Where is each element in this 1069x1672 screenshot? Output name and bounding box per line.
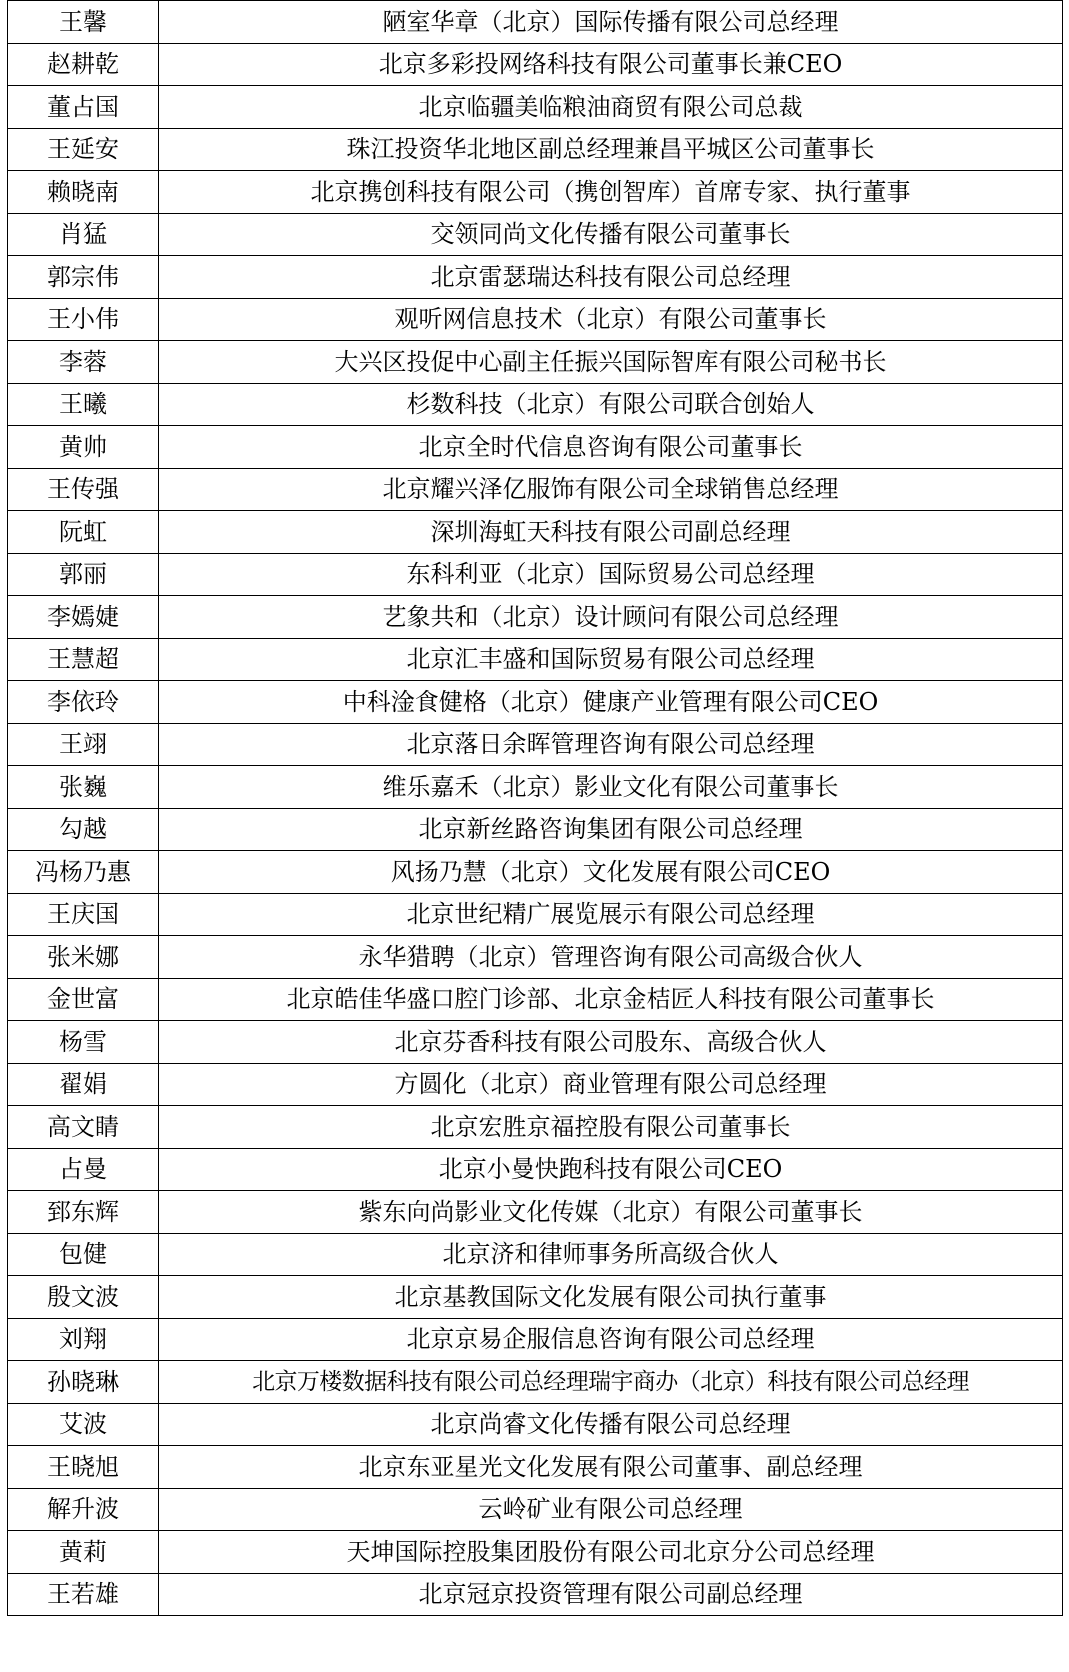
person-name-cell: 金世富: [8, 978, 159, 1021]
table-row: [8, 1531, 1063, 1574]
person-name-cell: 解升波: [8, 1488, 159, 1531]
table-row: [8, 256, 1063, 299]
company-title-cell: 北京落日余晖管理咨询有限公司总经理: [159, 723, 1063, 766]
person-name-cell: 李依玲: [8, 681, 159, 724]
company-title-cell: 北京东亚星光文化发展有限公司董事、副总经理: [159, 1446, 1063, 1489]
person-name-cell: 冯杨乃惠: [8, 851, 159, 894]
person-name-cell: 勾越: [8, 808, 159, 851]
table-row: [8, 511, 1063, 554]
person-name-cell: 王庆国: [8, 893, 159, 936]
person-name-cell: 王延安: [8, 128, 159, 171]
table-row: [8, 1191, 1063, 1234]
company-title-cell: 方圆化（北京）商业管理有限公司总经理: [159, 1063, 1063, 1106]
table-row: [8, 936, 1063, 979]
person-name-cell: 高文睛: [8, 1106, 159, 1149]
table-row: [8, 171, 1063, 214]
person-name-cell: 王小伟: [8, 298, 159, 341]
company-title-cell: 北京汇丰盛和国际贸易有限公司总经理: [159, 638, 1063, 681]
table-row: [8, 681, 1063, 724]
company-title-cell: 云岭矿业有限公司总经理: [159, 1488, 1063, 1531]
company-title-cell: 紫东向尚影业文化传媒（北京）有限公司董事长: [159, 1191, 1063, 1234]
company-title-cell: 北京多彩投网络科技有限公司董事长兼CEO: [159, 43, 1063, 86]
person-name-cell: 包健: [8, 1233, 159, 1276]
roster-table: [7, 0, 1063, 1616]
company-title-cell: 北京皓佳华盛口腔门诊部、北京金桔匠人科技有限公司董事长: [159, 978, 1063, 1021]
person-name-cell: 郅东辉: [8, 1191, 159, 1234]
roster-table-body: [8, 1, 1063, 1616]
table-row: [8, 43, 1063, 86]
table-row: [8, 128, 1063, 171]
table-row: [8, 383, 1063, 426]
table-row: [8, 1233, 1063, 1276]
person-name-cell: 孙晓琳: [8, 1361, 159, 1404]
person-name-cell: 王馨: [8, 1, 159, 44]
roster-sheet: [7, 0, 1062, 1616]
company-title-cell: 北京万楼数据科技有限公司总经理瑞宇商办（北京）科技有限公司总经理: [159, 1361, 1063, 1404]
company-title-cell: 东科利亚（北京）国际贸易公司总经理: [159, 553, 1063, 596]
person-name-cell: 刘翔: [8, 1318, 159, 1361]
company-title-cell: 风扬乃慧（北京）文化发展有限公司CEO: [159, 851, 1063, 894]
person-name-cell: 郭宗伟: [8, 256, 159, 299]
table-row: [8, 213, 1063, 256]
person-name-cell: 占曼: [8, 1148, 159, 1191]
table-row: [8, 851, 1063, 894]
table-row: [8, 1063, 1063, 1106]
company-title-cell: 北京全时代信息咨询有限公司董事长: [159, 426, 1063, 469]
person-name-cell: 王传强: [8, 468, 159, 511]
company-title-cell: 北京京易企服信息咨询有限公司总经理: [159, 1318, 1063, 1361]
company-title-cell: 交领同尚文化传播有限公司董事长: [159, 213, 1063, 256]
table-row: [8, 1318, 1063, 1361]
person-name-cell: 董占国: [8, 86, 159, 129]
person-name-cell: 王若雄: [8, 1573, 159, 1616]
company-title-cell: 永华猎聘（北京）管理咨询有限公司高级合伙人: [159, 936, 1063, 979]
table-row: [8, 426, 1063, 469]
table-row: [8, 1021, 1063, 1064]
table-row: [8, 1148, 1063, 1191]
company-title-cell: 大兴区投促中心副主任振兴国际智库有限公司秘书长: [159, 341, 1063, 384]
table-row: [8, 723, 1063, 766]
table-row: [8, 1361, 1063, 1404]
company-title-cell: 深圳海虹天科技有限公司副总经理: [159, 511, 1063, 554]
table-row: [8, 1, 1063, 44]
company-title-cell: 北京耀兴泽亿服饰有限公司全球销售总经理: [159, 468, 1063, 511]
company-title-cell: 维乐嘉禾（北京）影业文化有限公司董事长: [159, 766, 1063, 809]
person-name-cell: 王翊: [8, 723, 159, 766]
company-title-cell: 北京宏胜京福控股有限公司董事长: [159, 1106, 1063, 1149]
person-name-cell: 王慧超: [8, 638, 159, 681]
person-name-cell: 王晓旭: [8, 1446, 159, 1489]
table-row: [8, 1276, 1063, 1319]
table-row: [8, 808, 1063, 851]
table-row: [8, 86, 1063, 129]
person-name-cell: 郭丽: [8, 553, 159, 596]
person-name-cell: 黄帅: [8, 426, 159, 469]
company-title-cell: 北京新丝路咨询集团有限公司总经理: [159, 808, 1063, 851]
table-row: [8, 1488, 1063, 1531]
company-title-cell: 陋室华章（北京）国际传播有限公司总经理: [159, 1, 1063, 44]
company-title-cell: 北京尚睿文化传播有限公司总经理: [159, 1403, 1063, 1446]
table-row: [8, 1573, 1063, 1616]
company-title-cell: 杉数科技（北京）有限公司联合创始人: [159, 383, 1063, 426]
company-title-cell: 北京临疆美临粮油商贸有限公司总裁: [159, 86, 1063, 129]
person-name-cell: 艾波: [8, 1403, 159, 1446]
company-title-cell: 北京冠京投资管理有限公司副总经理: [159, 1573, 1063, 1616]
table-row: [8, 341, 1063, 384]
person-name-cell: 王曦: [8, 383, 159, 426]
company-title-cell: 北京芬香科技有限公司股东、高级合伙人: [159, 1021, 1063, 1064]
company-title-cell: 北京小曼快跑科技有限公司CEO: [159, 1148, 1063, 1191]
company-title-cell: 天坤国际控股集团股份有限公司北京分公司总经理: [159, 1531, 1063, 1574]
company-title-cell: 北京基教国际文化发展有限公司执行董事: [159, 1276, 1063, 1319]
person-name-cell: 肖猛: [8, 213, 159, 256]
person-name-cell: 赵耕乾: [8, 43, 159, 86]
company-title-cell: 珠江投资华北地区副总经理兼昌平城区公司董事长: [159, 128, 1063, 171]
company-title-cell: 观听网信息技术（北京）有限公司董事长: [159, 298, 1063, 341]
table-row: [8, 553, 1063, 596]
company-title-cell: 艺象共和（北京）设计顾问有限公司总经理: [159, 596, 1063, 639]
person-name-cell: 殷文波: [8, 1276, 159, 1319]
table-row: [8, 596, 1063, 639]
table-row: [8, 978, 1063, 1021]
table-row: [8, 638, 1063, 681]
person-name-cell: 张米娜: [8, 936, 159, 979]
person-name-cell: 张巍: [8, 766, 159, 809]
table-row: [8, 1106, 1063, 1149]
company-title-cell: 北京携创科技有限公司（携创智库）首席专家、执行董事: [159, 171, 1063, 214]
table-row: [8, 1403, 1063, 1446]
person-name-cell: 李嫣婕: [8, 596, 159, 639]
table-row: [8, 766, 1063, 809]
company-title-cell: 北京雷瑟瑞达科技有限公司总经理: [159, 256, 1063, 299]
table-row: [8, 893, 1063, 936]
company-title-cell: 北京济和律师事务所高级合伙人: [159, 1233, 1063, 1276]
company-title-cell: 中科淦食健格（北京）健康产业管理有限公司CEO: [159, 681, 1063, 724]
person-name-cell: 翟娟: [8, 1063, 159, 1106]
table-row: [8, 468, 1063, 511]
company-title-cell: 北京世纪精广展览展示有限公司总经理: [159, 893, 1063, 936]
table-row: [8, 1446, 1063, 1489]
person-name-cell: 阮虹: [8, 511, 159, 554]
person-name-cell: 黄莉: [8, 1531, 159, 1574]
person-name-cell: 杨雪: [8, 1021, 159, 1064]
person-name-cell: 李蓉: [8, 341, 159, 384]
table-row: [8, 298, 1063, 341]
person-name-cell: 赖晓南: [8, 171, 159, 214]
